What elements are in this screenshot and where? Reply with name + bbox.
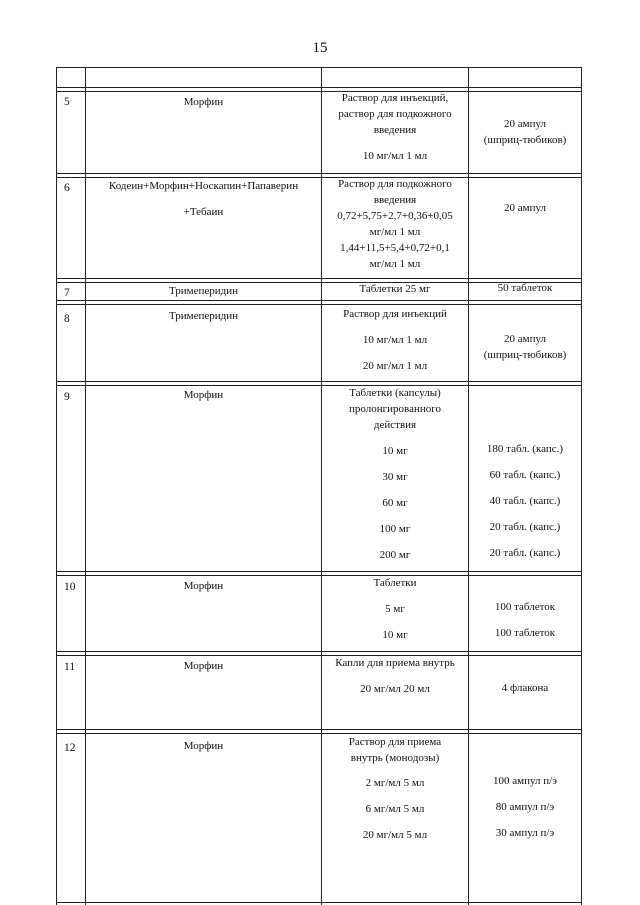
dosage-form: 20 мг/мл 20 мл [360,683,430,695]
dosage-form: Таблетки (капсулы) [349,387,441,399]
row-number: 10 [64,581,76,593]
dosage-form: 2 мг/мл 5 мл [365,777,425,789]
quantity: 4 флакона [501,682,549,694]
dosage-form: пролонгированного [349,403,441,415]
row-number: 8 [64,313,70,325]
quantity: (шприц-тюбиков) [483,349,567,361]
dosage-form: введения [373,194,417,206]
dosage-form: раствор для подкожного [338,108,452,120]
dosage-form: 60 мг [382,497,408,509]
dosage-form: мг/мл 1 мл [369,226,421,238]
quantity: 100 ампул п/э [493,775,557,787]
row-number: 9 [64,391,70,403]
drug-name: Тримеперидин [168,310,239,322]
dosage-form: Капли для приема внутрь [335,657,455,669]
dosage-form: Раствор для инъекций, [341,92,449,104]
dosage-form: 6 мг/мл 5 мл [365,803,425,815]
dosage-form: 10 мг/мл 1 мл [362,334,428,346]
row-number: 11 [64,661,76,673]
dosage-form: 200 мг [379,549,411,561]
quantity: 100 таблеток [494,627,556,639]
drug-name: Морфин [183,740,224,752]
quantity: 30 ампул п/э [495,827,555,839]
quantity: 50 таблеток [497,282,553,294]
dosage-form: внутрь (монодозы) [350,752,440,764]
dosage-form: введения [373,124,417,136]
dosage-form: 10 мг [382,445,408,457]
drug-name: Морфин [183,580,224,592]
dosage-form: Раствор для подкожного [338,178,452,190]
drug-name: Морфин [183,660,224,672]
dosage-form: 10 мг [382,629,408,641]
dosage-form: 1,44+11,5+5,4+0,72+0,1 [340,242,450,254]
dosage-form: Раствор для приема [348,736,442,748]
dosage-form: 20 мг/мл 1 мл [362,360,428,372]
dosage-form: 0,72+5,75+2,7+0,36+0,05 [337,210,453,222]
quantity: 80 ампул п/э [495,801,555,813]
dosage-form: 5 мг [385,603,405,615]
dosage-form: Таблетки [373,577,417,589]
quantity: 20 ампул [504,333,546,345]
drug-name: Кодеин+Морфин+Носкапин+Папаверин [108,180,299,192]
drug-name: Морфин [183,389,224,401]
quantity: 100 таблеток [494,601,556,613]
quantity: 20 табл. (капс.) [489,547,561,559]
quantity: 40 табл. (капс.) [489,495,561,507]
dosage-form: Таблетки 25 мг [359,283,431,295]
drug-name: +Тебаин [183,206,224,218]
dosage-form: 30 мг [382,471,408,483]
quantity: 20 ампул [504,202,546,214]
quantity: 60 табл. (капс.) [489,469,561,481]
row-number: 12 [64,742,76,754]
quantity: 20 табл. (капс.) [489,521,561,533]
quantity: 20 ампул [504,118,546,130]
dosage-form: 100 мг [379,523,411,535]
dosage-form: мг/мл 1 мл [369,258,421,270]
row-number: 5 [64,96,70,108]
dosage-form: Раствор для инъекций [343,308,447,320]
drug-name: Тримеперидин [168,285,239,297]
dosage-form: 20 мг/мл 5 мл [362,829,428,841]
quantity: (шприц-тюбиков) [483,134,567,146]
row-number: 6 [64,182,70,194]
page-number: 15 [312,40,328,56]
row-number: 7 [64,287,70,299]
drug-name: Морфин [183,96,224,108]
dosage-form: действия [373,419,417,431]
dosage-form: 10 мг/мл 1 мл [362,150,428,162]
quantity: 180 табл. (капс.) [486,443,564,455]
